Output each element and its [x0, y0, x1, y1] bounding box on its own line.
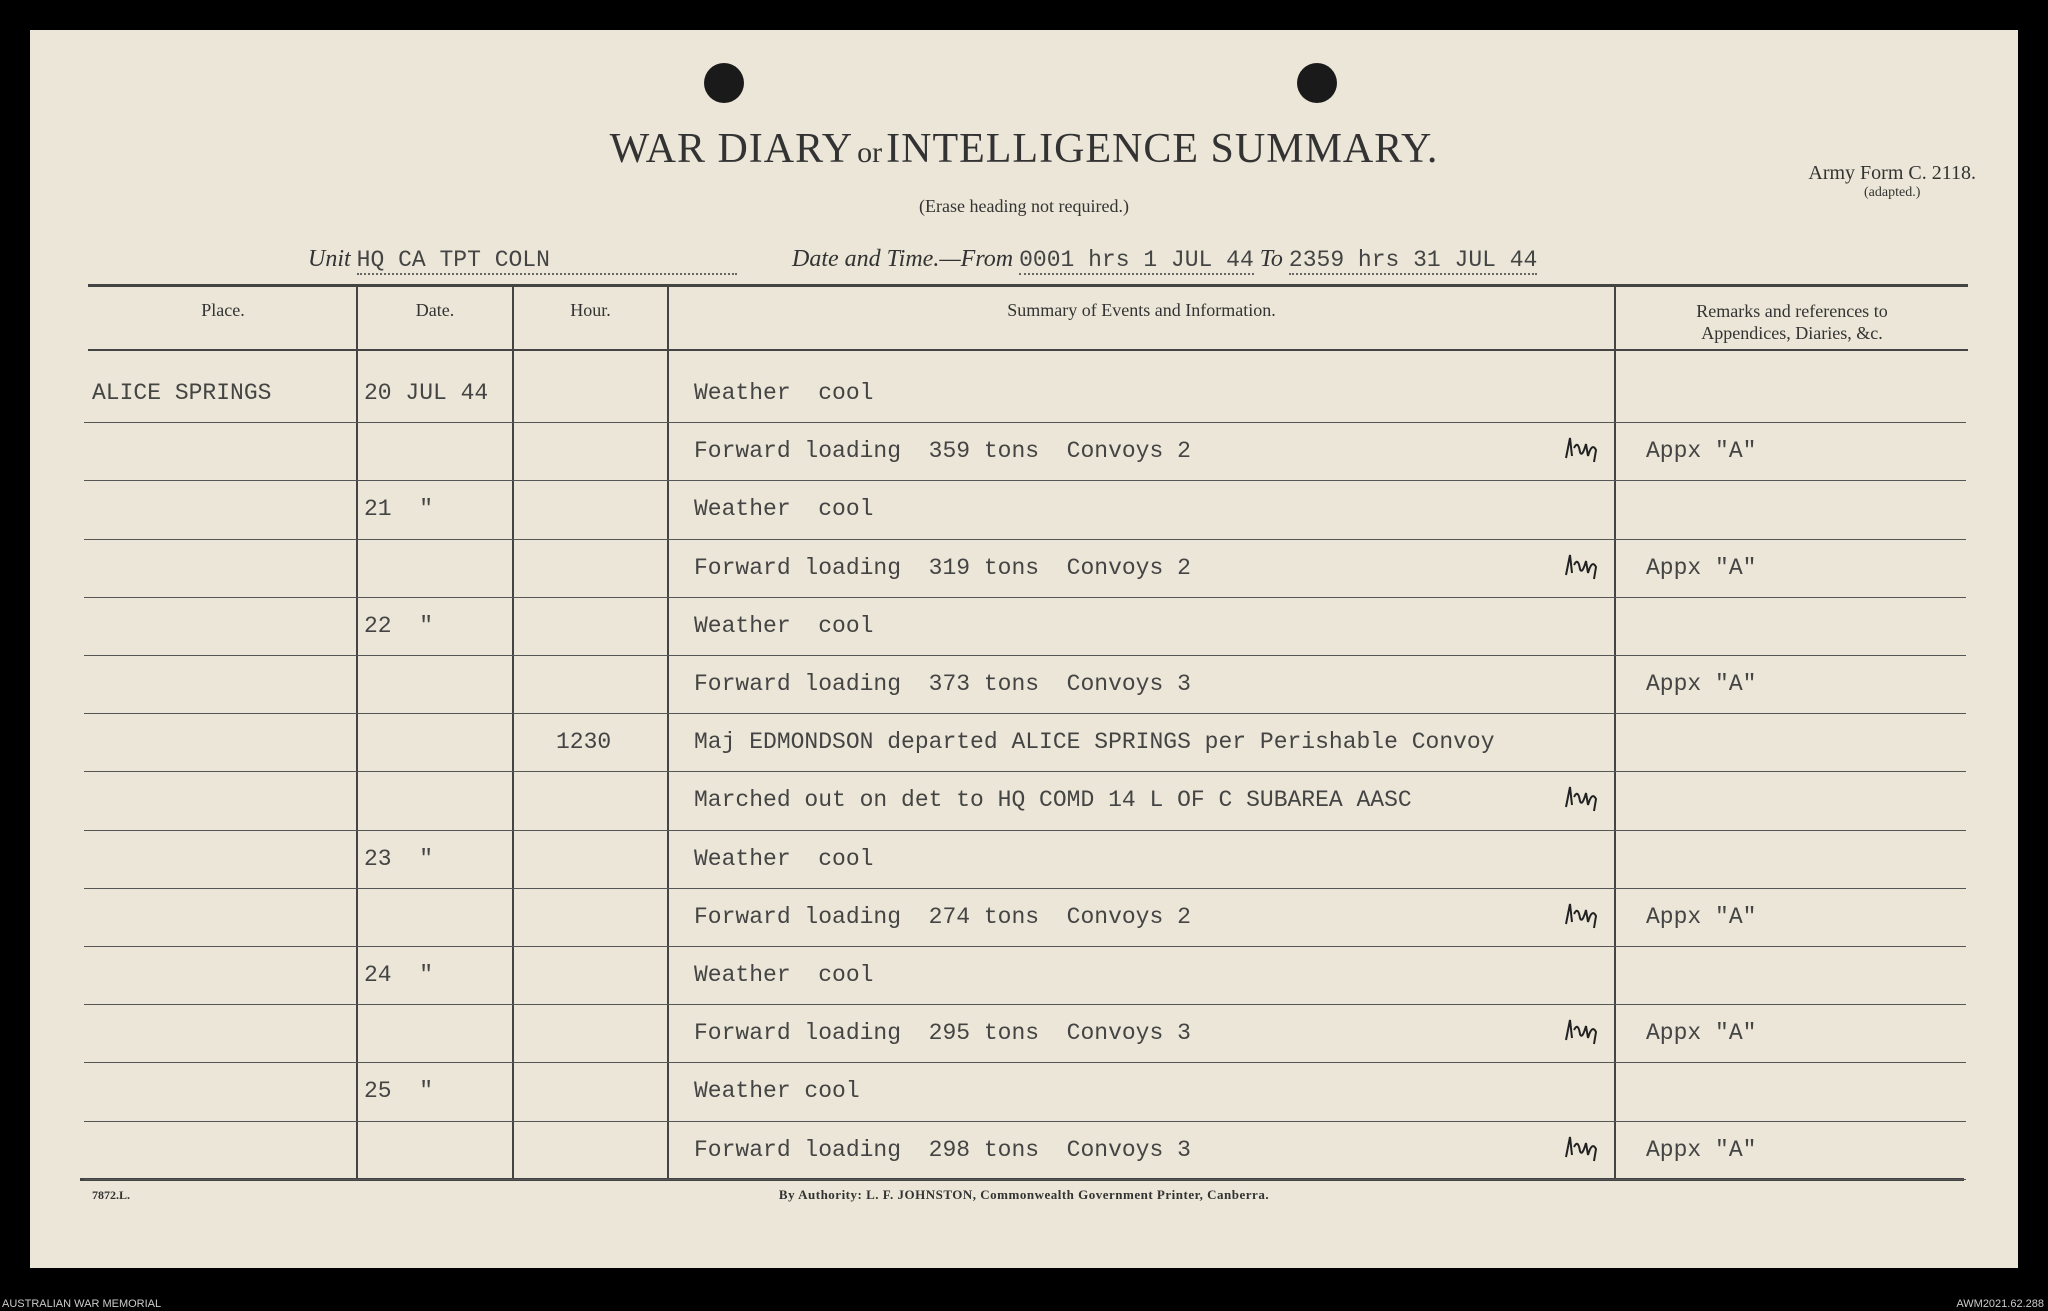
- row-rule: [84, 1121, 1966, 1122]
- row-summary: Forward loading 359 tons Convoys 2: [694, 438, 1191, 465]
- date-to-value: 2359 hrs 31 JUL 44: [1288, 247, 1538, 273]
- printer-authority: By Authority: L. F. JOHNSTON, Commonwealth Government Printer, Canberra.: [778, 1187, 1270, 1202]
- date-to-label: To: [1259, 246, 1283, 272]
- row-summary: Weather cool: [694, 612, 874, 639]
- row-summary: Forward loading 298 tons Convoys 3: [694, 1136, 1191, 1163]
- row-rule: [84, 1062, 1966, 1063]
- row-summary: Maj EDMONDSON departed ALICE SPRINGS per Perishable Convoy: [694, 729, 1495, 756]
- army-form-note: (adapted.): [1864, 185, 1921, 200]
- title-intelligence-summary: INTELLIGENCE SUMMARY.: [886, 126, 1439, 172]
- row-rule: [84, 888, 1966, 889]
- page-title: [0, 125, 2048, 173]
- row-date: 23 ": [364, 845, 434, 872]
- row-date: 21 ": [364, 496, 434, 523]
- row-date: 20 JUL 44: [364, 380, 489, 406]
- form-number: 7872.L.: [92, 1188, 131, 1202]
- row-rule: [84, 655, 1966, 656]
- title-or: or: [857, 136, 883, 169]
- subtitle: (Erase heading not required.): [919, 196, 1129, 216]
- unit-field: [308, 246, 737, 275]
- row-summary: Weather cool: [694, 962, 874, 988]
- row-rule: [84, 480, 1966, 481]
- row-rule: [84, 1004, 1966, 1005]
- initials-signature: [1562, 783, 1602, 813]
- row-rule: [84, 597, 1966, 598]
- row-rule: [84, 713, 1966, 714]
- row-place: ALICE SPRINGS: [92, 380, 272, 406]
- row-rule: [84, 946, 1966, 947]
- row-summary: Weather cool: [694, 380, 874, 406]
- row-remarks: Appx "A": [1646, 1136, 1757, 1163]
- column-divider-summary: [1614, 286, 1616, 1178]
- row-rule: [84, 422, 1966, 423]
- initials-signature: [1562, 900, 1602, 930]
- column-divider-hour: [667, 286, 669, 1178]
- row-summary: Forward loading 295 tons Convoys 3: [694, 1020, 1191, 1047]
- army-form-number: Army Form C. 2118.: [1808, 162, 1976, 184]
- date-time-label: Date and Time.—From: [792, 246, 1014, 272]
- header-place: Place.: [201, 300, 245, 320]
- row-remarks: Appx "A": [1646, 1020, 1757, 1047]
- table-top-rule: [88, 284, 1968, 287]
- row-summary: Forward loading 319 tons Convoys 2: [694, 554, 1191, 581]
- row-date: 22 ": [364, 612, 434, 639]
- row-rule: [84, 539, 1966, 540]
- header-remarks: [1616, 300, 1968, 344]
- header-summary: Summary of Events and Information.: [1007, 300, 1276, 320]
- row-summary: Forward loading 373 tons Convoys 3: [694, 671, 1191, 697]
- unit-value: HQ CA TPT COLN: [357, 247, 737, 275]
- row-remarks: Appx "A": [1646, 903, 1757, 930]
- date-time-field: [792, 246, 1537, 275]
- header-date: Date.: [415, 300, 455, 320]
- title-war-diary: WAR DIARY: [609, 126, 854, 172]
- army-form-label: [1808, 162, 1976, 201]
- date-from-value: 0001 hrs 1 JUL 44: [1019, 247, 1254, 273]
- row-hour: 1230: [556, 729, 612, 756]
- row-summary: Weather cool: [694, 1078, 860, 1105]
- row-remarks: Appx "A": [1646, 554, 1757, 581]
- row-summary: Weather cool: [694, 845, 874, 872]
- row-summary: Marched out on det to HQ COMD 14 L OF C SUBAREA AASC: [694, 787, 1412, 814]
- header-hour: Hour.: [570, 300, 611, 320]
- initials-signature: [1562, 1133, 1602, 1163]
- row-rule: [84, 1179, 1966, 1180]
- initials-signature: [1562, 434, 1602, 464]
- row-rule: [84, 830, 1966, 831]
- archive-name: AUSTRALIAN WAR MEMORIAL: [2, 1298, 162, 1310]
- row-date: 24 ": [364, 962, 434, 988]
- row-remarks: Appx "A": [1646, 671, 1757, 697]
- column-divider-date: [512, 286, 514, 1178]
- row-summary: Weather cool: [694, 496, 874, 523]
- punch-hole-left: [704, 63, 744, 103]
- header-remarks-line1: Remarks and references to: [1696, 301, 1888, 321]
- punch-hole-right: [1297, 63, 1337, 103]
- initials-signature: [1562, 551, 1602, 581]
- row-rule: [84, 771, 1966, 772]
- row-date: 25 ": [364, 1078, 434, 1105]
- archive-id: AWM2021.62.288: [1956, 1298, 2044, 1310]
- unit-label: Unit: [308, 246, 351, 272]
- initials-signature: [1562, 1016, 1602, 1046]
- row-summary: Forward loading 274 tons Convoys 2: [694, 903, 1191, 930]
- header-bottom-rule: [88, 349, 1968, 351]
- column-divider-place: [356, 286, 358, 1178]
- row-remarks: Appx "A": [1646, 438, 1757, 465]
- header-remarks-line2: Appendices, Diaries, &c.: [1701, 323, 1883, 343]
